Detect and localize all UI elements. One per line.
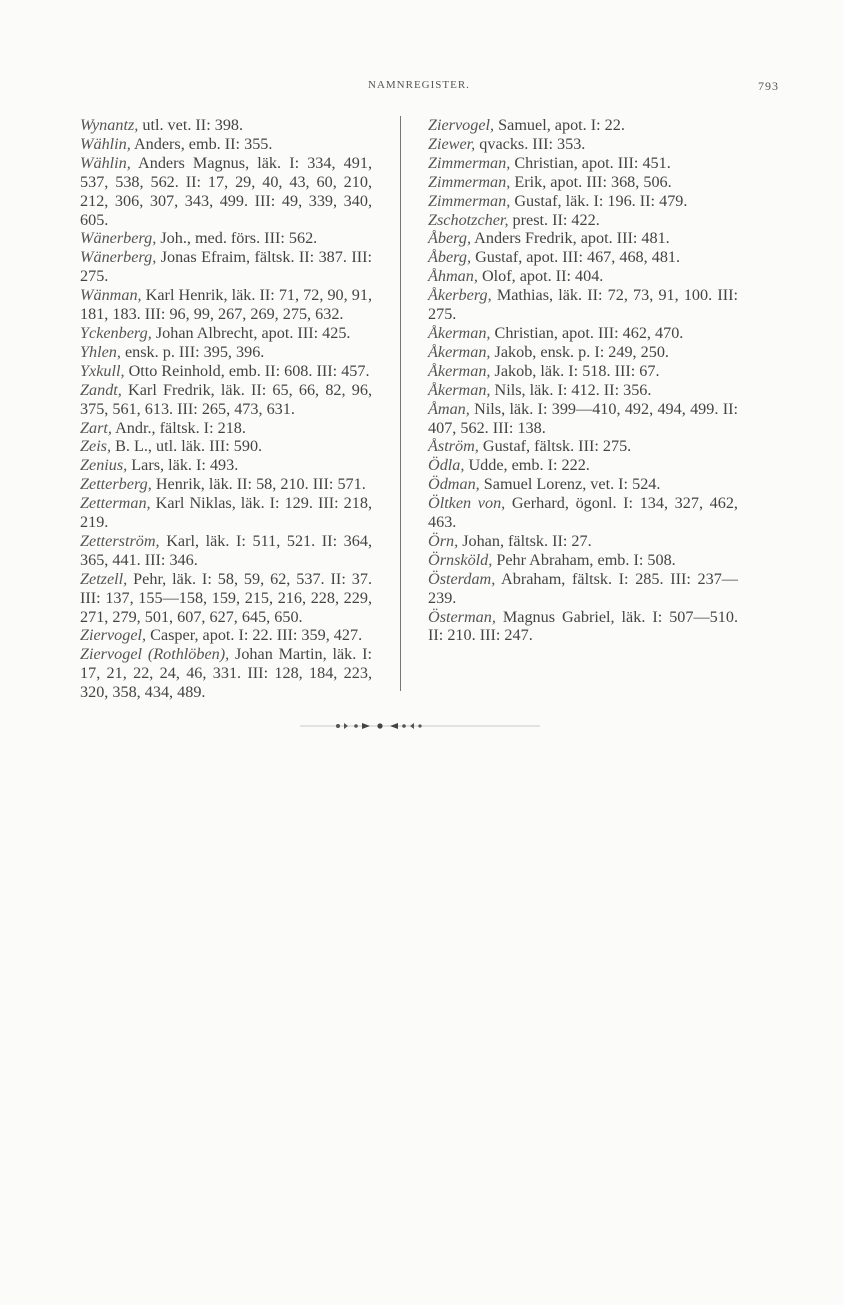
entry-details: Anders Magnus, läk. I: 334, 491, 537, 538, 562. II: 17, 29, 40, 43, 60, 210, 212, 306, 307, 343, 499. III: 49, 339, 340, 605. (80, 153, 372, 229)
index-entry (428, 154, 738, 173)
entry-details: Magnus Gabriel, läk. I: 507—510. II: 210. III: 247. (428, 607, 738, 645)
entry-name: Ziervogel, (80, 626, 147, 645)
entry-details: Nils, läk. I: 412. II: 356. (490, 380, 652, 399)
index-entry (428, 381, 738, 400)
index-entry (80, 135, 372, 154)
entry-name: Wänerberg, (80, 229, 157, 248)
index-entry (80, 626, 372, 645)
index-entry (428, 248, 738, 267)
index-entry (80, 343, 372, 362)
index-entry (80, 419, 372, 438)
entry-name: Ziewer, (428, 134, 476, 153)
ornament-arrow (390, 723, 398, 729)
page-header (0, 79, 843, 99)
entry-details: Henrik, läk. II: 58, 210. III: 571. (151, 475, 366, 494)
entry-name: Wänman, (80, 286, 142, 305)
entry-details: Abraham, fältsk. I: 285. III: 237—239. (428, 569, 738, 607)
index-entry (80, 286, 372, 324)
index-entry (428, 116, 738, 135)
entry-name: Åström, (428, 437, 479, 456)
entry-details: Jonas Efraim, fältsk. II: 387. III: 275. (80, 248, 372, 286)
index-entry (80, 248, 372, 286)
entry-name: Zart, (80, 418, 112, 437)
entry-name: Ziervogel (Rothlöben), (80, 645, 230, 664)
entry-details: Anders, emb. II: 355. (130, 134, 273, 153)
entry-details: Andr., fältsk. I: 218. (111, 418, 246, 437)
index-entry (428, 192, 738, 211)
entry-name: Åhman, (428, 267, 478, 286)
entry-name: Wynantz, (80, 116, 139, 134)
index-entry (80, 324, 372, 343)
entry-details: Joh., med. förs. III: 562. (156, 229, 318, 248)
entry-name: Zandt, (80, 380, 122, 399)
entry-details: Otto Reinhold, emb. II: 608. III: 457. (124, 361, 370, 380)
entry-name: Österdam, (428, 569, 496, 588)
index-entry (428, 229, 738, 248)
entry-name: Zetzell, (80, 569, 128, 588)
index-column-left (80, 116, 372, 702)
entry-name: Zimmerman, (428, 172, 511, 191)
index-entry (428, 343, 738, 362)
entry-name: Öltken von, (428, 494, 506, 513)
entry-details: Udde, emb. I: 222. (464, 456, 590, 475)
entry-details: Olof, apot. II: 404. (477, 267, 604, 286)
entry-name: Yhlen, (80, 342, 121, 361)
entry-name: Zetterberg, (80, 475, 152, 494)
entry-details: Karl Niklas, läk. I: 129. III: 218, 219. (80, 494, 372, 532)
index-entry (428, 475, 738, 494)
column-divider (400, 116, 401, 691)
index-entry (428, 362, 738, 381)
entry-details: Christian, apot. III: 451. (510, 153, 671, 172)
entry-details: Samuel Lorenz, vet. I: 524. (479, 475, 661, 494)
index-entry (428, 456, 738, 475)
running-title: NAMNREGISTER. (368, 79, 470, 91)
entry-details: qvacks. III: 353. (475, 134, 586, 153)
entry-name: Åberg, (428, 248, 472, 267)
entry-details: Pehr Abraham, emb. I: 508. (492, 550, 676, 569)
index-entry (428, 532, 738, 551)
ornament-arrow (362, 723, 370, 729)
entry-name: Zetterström, (80, 531, 160, 550)
entry-name: Wählin, (80, 134, 131, 153)
entry-name: Ödla, (428, 456, 465, 475)
index-entry (428, 494, 738, 532)
entry-name: Ziervogel, (428, 116, 495, 134)
index-entry (80, 381, 372, 419)
entry-name: Åkerman, (428, 342, 491, 361)
entry-name: Yckenberg, (80, 323, 152, 342)
entry-name: Zeis, (80, 437, 112, 456)
entry-name: Ödman, (428, 475, 480, 494)
entry-name: Zimmerman, (428, 153, 511, 172)
index-entry (80, 229, 372, 248)
index-entry (80, 362, 372, 381)
ornament-dot (336, 724, 340, 728)
ornament-dot (354, 724, 358, 728)
entry-details: utl. vet. II: 398. (138, 116, 244, 134)
entry-name: Zschotzcher, (428, 210, 509, 229)
entry-name: Österman, (428, 607, 496, 626)
index-entry (428, 135, 738, 154)
entry-details: Pehr, läk. I: 58, 59, 62, 537. II: 37. III: 137, 155—158, 159, 215, 216, 228, 229, 271, 279, 501, 607, 627, 645, 650. (80, 569, 372, 626)
ornament-dot (402, 724, 406, 728)
index-entry (80, 116, 372, 135)
entry-name: Wänerberg, (80, 248, 157, 267)
entry-details: Gustaf, fältsk. III: 275. (478, 437, 632, 456)
entry-details: Johan Albrecht, apot. III: 425. (151, 323, 351, 342)
index-column-right (428, 116, 738, 645)
entry-details: Jakob, ensk. p. I: 249, 250. (490, 342, 669, 361)
ornament-arrow (410, 723, 414, 729)
entry-details: Erik, apot. III: 368, 506. (510, 172, 672, 191)
entry-details: prest. II: 422. (508, 210, 600, 229)
entry-details: Nils, läk. I: 399—410, 492, 494, 499. II: 407, 562. III: 138. (428, 399, 738, 437)
entry-name: Örnsköld, (428, 550, 493, 569)
entry-details: Samuel, apot. I: 22. (494, 116, 625, 134)
entry-details: B. L., utl. läk. III: 590. (111, 437, 263, 456)
entry-details: Christian, apot. III: 462, 470. (490, 323, 684, 342)
entry-name: Åkerberg, (428, 286, 492, 305)
index-entry (428, 437, 738, 456)
index-entry (428, 551, 738, 570)
index-entry (80, 475, 372, 494)
entry-name: Örn, (428, 531, 459, 550)
index-entry (80, 570, 372, 627)
entry-details: Johan Martin, läk. I: 17, 21, 22, 24, 46, 331. III: 128, 184, 223, 320, 358, 434, 489. (80, 645, 372, 702)
entry-name: Åkerman, (428, 361, 491, 380)
index-entry (80, 154, 372, 230)
entry-details: Gustaf, apot. III: 467, 468, 481. (471, 248, 681, 267)
index-entry (80, 645, 372, 702)
index-entry (80, 494, 372, 532)
entry-details: Karl Fredrik, läk. II: 65, 66, 82, 96, 375, 561, 613. III: 265, 473, 631. (80, 380, 372, 418)
entry-name: Zenius, (80, 456, 128, 475)
entry-details: Johan, fältsk. II: 27. (458, 531, 592, 550)
entry-name: Zimmerman, (428, 191, 511, 210)
ornament-dot (377, 723, 382, 728)
entry-details: Lars, läk. I: 493. (127, 456, 239, 475)
page-number: 793 (758, 79, 779, 93)
index-entry (428, 286, 738, 324)
index-entry (80, 532, 372, 570)
entry-name: Zetterman, (80, 494, 151, 513)
entry-details: Karl, läk. I: 511, 521. II: 364, 365, 441. III: 346. (80, 531, 372, 569)
ornament-dot (418, 724, 421, 727)
entry-name: Åkerman, (428, 380, 491, 399)
index-entry (428, 608, 738, 646)
entry-details: Gerhard, ögonl. I: 134, 327, 462, 463. (428, 494, 738, 532)
entry-details: Mathias, läk. II: 72, 73, 91, 100. III: 275. (428, 286, 738, 324)
entry-name: Åman, (428, 399, 470, 418)
end-ornament (0, 721, 843, 731)
index-entry (428, 211, 738, 230)
index-entry (428, 400, 738, 438)
entry-details: Gustaf, läk. I: 196. II: 479. (510, 191, 688, 210)
entry-details: Casper, apot. I: 22. III: 359, 427. (146, 626, 363, 645)
entry-name: Yxkull, (80, 361, 125, 380)
index-entry (80, 456, 372, 475)
entry-name: Åkerman, (428, 323, 491, 342)
index-entry (80, 437, 372, 456)
entry-details: Jakob, läk. I: 518. III: 67. (490, 361, 660, 380)
entry-name: Åberg, (428, 229, 472, 248)
index-entry (428, 570, 738, 608)
ornament-arrow (344, 723, 348, 729)
entry-details: Anders Fredrik, apot. III: 481. (471, 229, 670, 248)
entry-name: Wählin, (80, 153, 131, 172)
index-entry (428, 324, 738, 343)
entry-details: Karl Henrik, läk. II: 71, 72, 90, 91, 181, 183. III: 96, 99, 267, 269, 275, 632. (80, 286, 372, 324)
index-entry (428, 267, 738, 286)
entry-details: ensk. p. III: 395, 396. (120, 342, 265, 361)
index-entry (428, 173, 738, 192)
